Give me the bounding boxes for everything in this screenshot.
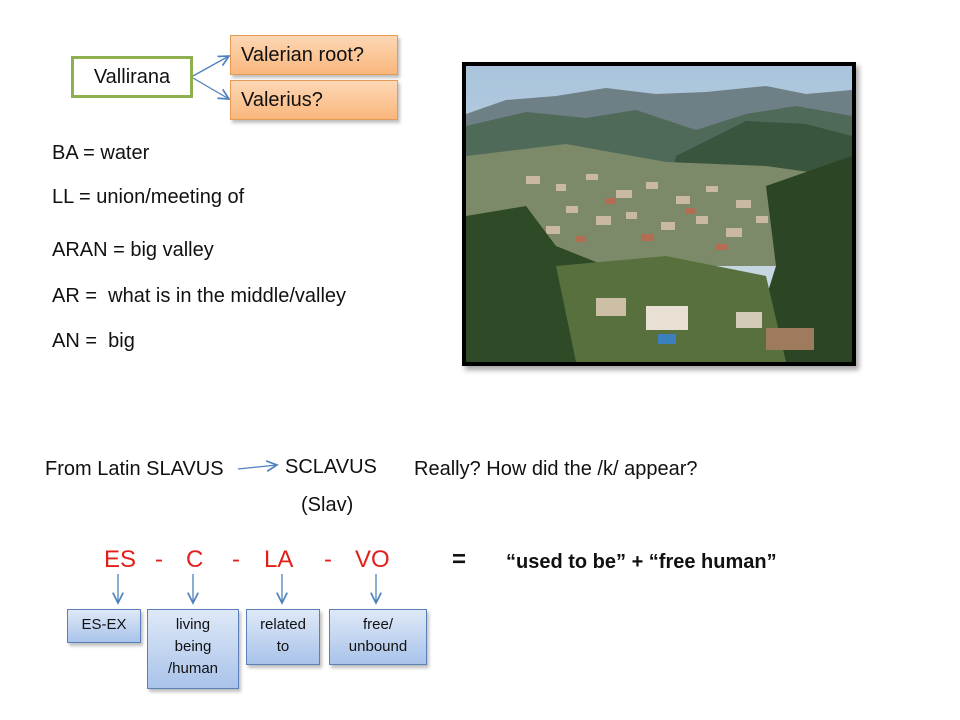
valerian-root-label: Valerian root?: [241, 43, 365, 66]
question-text: Really? How did the /k/ appear?: [414, 458, 698, 480]
arrow-to-valerius: [193, 78, 229, 99]
valerius-label: Valerius?: [241, 88, 323, 111]
morpheme-c: C: [186, 546, 204, 573]
morpheme-la: LA: [264, 546, 294, 573]
box-free-unbound: free/ unbound: [329, 609, 427, 665]
vallirana-box: [71, 56, 193, 98]
definition-ba: BA = water: [52, 142, 150, 164]
definition-ar: AR = what is in the middle/valley: [52, 285, 347, 307]
arrow-to-valerian: [193, 56, 229, 76]
box-es-ex: ES-EX: [67, 609, 141, 643]
definition-an: AN = big: [52, 330, 135, 352]
from-latin-text: From Latin SLAVUS: [45, 458, 224, 480]
slav-note: (Slav): [301, 494, 354, 516]
valerian-root-box: [230, 35, 398, 75]
valley-photo: [462, 62, 856, 366]
morpheme-vo: VO: [355, 546, 390, 573]
separator-2: -: [232, 546, 240, 573]
separator-1: -: [155, 546, 163, 573]
definition-aran: ARAN = big valley: [52, 239, 214, 261]
box-living-being: living being /human: [147, 609, 239, 689]
separator-3: -: [324, 546, 332, 573]
arrow-slavus-sclavus: [238, 465, 277, 469]
equals-sign: =: [452, 546, 467, 573]
valley-illustration: [466, 66, 852, 362]
valerius-box: [230, 80, 398, 120]
vallirana-label: Vallirana: [93, 65, 171, 88]
meaning-text: “used to be” + “free human”: [506, 551, 777, 573]
box-related-to: related to: [246, 609, 320, 665]
morpheme-es: ES: [104, 546, 137, 573]
sclavus-text: SCLAVUS: [285, 456, 377, 478]
definition-ll: LL = union/meeting of: [52, 186, 245, 208]
